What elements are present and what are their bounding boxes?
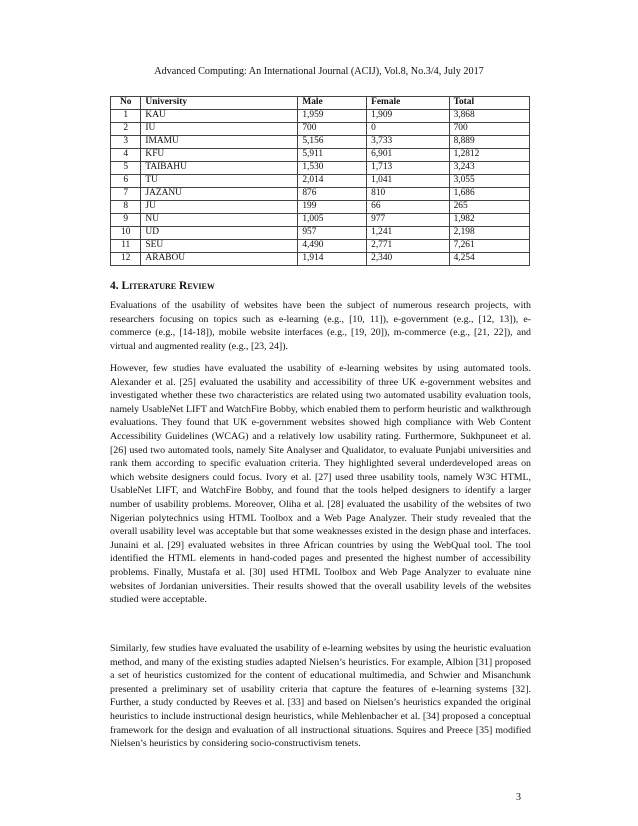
cell-total: 265: [449, 201, 529, 214]
cell-no: 9: [111, 214, 141, 227]
cell-no: 11: [111, 240, 141, 253]
cell-total: 8,889: [449, 136, 529, 149]
cell-no: 2: [111, 123, 141, 136]
cell-university: KFU: [141, 149, 298, 162]
cell-female: 1,041: [367, 175, 449, 188]
cell-male: 5,911: [298, 149, 367, 162]
column-header-female: Female: [367, 97, 449, 110]
cell-female: 977: [367, 214, 449, 227]
table-row: [111, 110, 530, 123]
cell-no: 7: [111, 188, 141, 201]
cell-male: 1,005: [298, 214, 367, 227]
cell-university: KAU: [141, 110, 298, 123]
cell-university: SEU: [141, 240, 298, 253]
cell-female: 0: [367, 123, 449, 136]
cell-female: 2,771: [367, 240, 449, 253]
paragraph-3: Similarly, few studies have evaluated the usability of e-learning websites by using the heuristic evaluation method, and many of the existing studies adapted Nielsen’s heuristics. For example, Albion [31] proposed a set of heuristics customized for the content of educational multimedia, and Schwier and Misanchunk presented a preliminary set of usability criteria that capture the features of e-learning systems [32]. Further, a study conducted by Reeves et al. [33] and based on Nielsen’s heuristics expanded the original heuristics to include instructional design heuristics, while Mehlenbacher et al. [34] proposed a conceptual framework for the design and evaluation of all instructional situations. Squires and Preece [35] modified Nielsen’s heuristics by considering socio-constructivism tenets.: [110, 643, 531, 750]
table-row: [111, 214, 530, 227]
table-row: [111, 123, 530, 136]
cell-university: JAZANU: [141, 188, 298, 201]
cell-total: 2,198: [449, 227, 529, 240]
cell-female: 66: [367, 201, 449, 214]
cell-male: 957: [298, 227, 367, 240]
column-header-male: Male: [298, 97, 367, 110]
column-header-university: University: [141, 97, 298, 110]
section-number: 4.: [110, 280, 122, 292]
cell-university: TU: [141, 175, 298, 188]
cell-no: 3: [111, 136, 141, 149]
cell-university: IMAMU: [141, 136, 298, 149]
section-heading: [110, 280, 215, 292]
table-row: [111, 136, 530, 149]
cell-female: 1,713: [367, 162, 449, 175]
paragraph-2: However, few studies have evaluated the usability of e-learning websites by using automated tools. Alexander et al. [25] evaluated the usability and accessibility of three UK e-government websites and investigated whether these two characteristics are related using two automated usability evaluation tools, namely UsableNet LIFT and WatchFire Bobby, which enabled them to perform heuristic and walkthrough evaluations. They found that UK e-government websites showed high compliance with Web Content Accessibility Guidelines (WCAG) and a relatively low usability rating. Furthermore, Sukhpuneet et al. [26] used two automated tools, namely Site Analyser and Qualidator, to evaluate Punjabi universities and rank them according to specific evaluation criteria. They highlighted several underdeveloped areas on which website designers could focus. Ivory et al. [27] used three usability tools, namely W3C HTML, UsableNet LIFT, and WatchFire Bobby, and found that the tools helped designers to identify a larger number of usability problems. Moreover, Oliha et al. [28] evaluated the usability of the websites of two Nigerian polytechnics using HTML Toolbox and a Web Page Analyzer. Their study revealed that the overall usability level was acceptable but that some weaknesses existed in the design phase and interfaces. Junaini et al. [29] evaluated websites in three African countries by using the WebQual tool. The tool identified the HTML elements in hand-coded pages and presented the highest number of accessibility problems. Finally, Mustafa et al. [30] used HTML Toolbox and Web Page Analyzer to evaluate nine websites of Jordanian universities. Their results showed that the overall usability levels of the websites studied were acceptable.: [110, 363, 531, 606]
cell-female: 810: [367, 188, 449, 201]
cell-total: 3,243: [449, 162, 529, 175]
cell-total: 3,055: [449, 175, 529, 188]
table-row: [111, 201, 530, 214]
cell-university: ARABOU: [141, 253, 298, 266]
cell-university: NU: [141, 214, 298, 227]
cell-total: 1,982: [449, 214, 529, 227]
cell-university: UD: [141, 227, 298, 240]
cell-no: 4: [111, 149, 141, 162]
paragraph-1: Evaluations of the usability of websites have been the subject of numerous research projects, with researchers focusing on topics such as e-learning (e.g., [10, 11]), e-government (e.g., [12, 13]), e-commerce (e.g., [14-18]), mobile website interfaces (e.g., [19, 20]), m-commerce (e.g., [21, 22]), and virtual and augmented reality (e.g., [23, 24]).: [110, 300, 531, 352]
cell-male: 4,490: [298, 240, 367, 253]
cell-female: 1,909: [367, 110, 449, 123]
table-row: [111, 162, 530, 175]
section-title: Literature Review: [121, 280, 215, 292]
cell-male: 700: [298, 123, 367, 136]
cell-female: 3,733: [367, 136, 449, 149]
cell-no: 12: [111, 253, 141, 266]
cell-male: 2,014: [298, 175, 367, 188]
table-row: [111, 253, 530, 266]
column-header-no: No: [111, 97, 141, 110]
cell-total: 3,868: [449, 110, 529, 123]
cell-no: 6: [111, 175, 141, 188]
page-number: 3: [516, 792, 521, 803]
cell-total: 1,2812: [449, 149, 529, 162]
university-table: [110, 96, 530, 266]
cell-male: 199: [298, 201, 367, 214]
cell-no: 5: [111, 162, 141, 175]
cell-no: 8: [111, 201, 141, 214]
cell-female: 2,340: [367, 253, 449, 266]
table-row: [111, 240, 530, 253]
table-row: [111, 149, 530, 162]
cell-male: 1,959: [298, 110, 367, 123]
table-row: [111, 188, 530, 201]
cell-female: 6,901: [367, 149, 449, 162]
cell-university: IU: [141, 123, 298, 136]
cell-male: 1,530: [298, 162, 367, 175]
table-header-row: [111, 97, 530, 110]
journal-header: Advanced Computing: An International Journal (ACIJ), Vol.8, No.3/4, July 2017: [154, 66, 484, 77]
cell-no: 10: [111, 227, 141, 240]
cell-total: 1,686: [449, 188, 529, 201]
cell-total: 4,254: [449, 253, 529, 266]
column-header-total: Total: [449, 97, 529, 110]
table-row: [111, 227, 530, 240]
cell-no: 1: [111, 110, 141, 123]
table-body: [111, 110, 530, 266]
cell-total: 700: [449, 123, 529, 136]
cell-university: TAIBAHU: [141, 162, 298, 175]
cell-male: 1,914: [298, 253, 367, 266]
cell-total: 7,261: [449, 240, 529, 253]
table-row: [111, 175, 530, 188]
cell-female: 1,241: [367, 227, 449, 240]
cell-male: 5,156: [298, 136, 367, 149]
cell-university: JU: [141, 201, 298, 214]
cell-male: 876: [298, 188, 367, 201]
